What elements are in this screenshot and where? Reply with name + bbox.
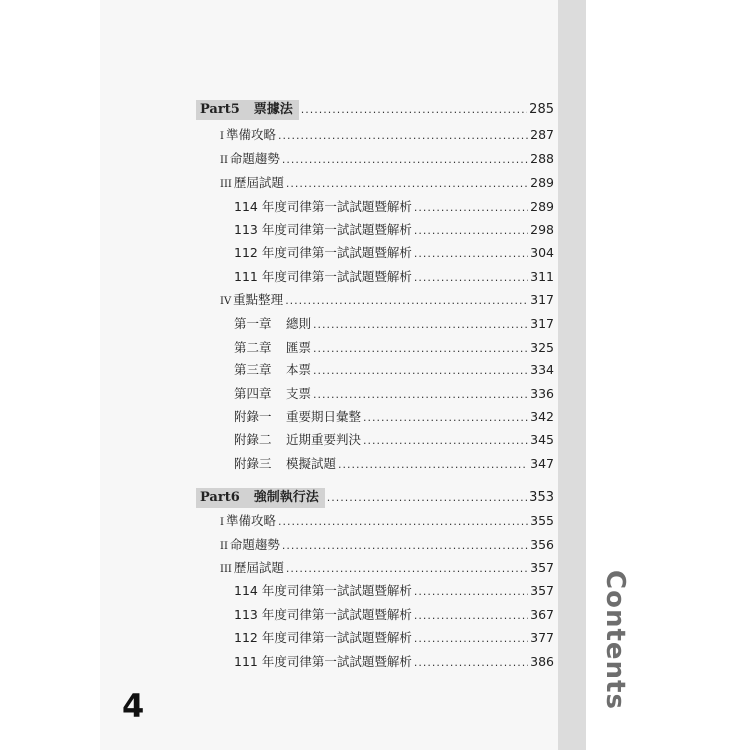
toc-dot-leader	[414, 653, 528, 673]
toc-page-number: 285	[529, 102, 554, 117]
toc-page-number: 336	[530, 386, 554, 401]
toc-section-numeral: III	[220, 564, 232, 575]
toc-entry-label	[234, 384, 311, 404]
toc-page-number: 357	[530, 583, 554, 598]
toc-part-number: Part6	[200, 490, 240, 505]
toc-entry[interactable]	[220, 558, 554, 578]
toc-section-numeral: I	[220, 131, 224, 142]
toc-entry-title: 111 年度司律第一試試題暨解析	[234, 269, 412, 284]
toc-entry-title: 112 年度司律第一試試題暨解析	[234, 630, 412, 645]
toc-chapter-label: 第二章	[234, 340, 272, 355]
toc-entry-label	[220, 125, 276, 147]
toc-dot-leader	[363, 408, 528, 428]
toc-entry[interactable]	[234, 197, 554, 217]
toc-page-number: 287	[530, 127, 554, 142]
contents-side-label	[590, 570, 630, 710]
toc-chapter-label: 第三章	[234, 362, 272, 377]
toc-entry-label	[220, 511, 276, 533]
toc-page-number: 298	[530, 222, 554, 237]
toc-dot-leader	[327, 488, 527, 508]
toc-entry-title: 命題趨勢	[229, 151, 280, 166]
toc-page-number: 325	[530, 340, 554, 355]
toc-entry[interactable]	[234, 652, 554, 672]
toc-page-number: 353	[529, 490, 554, 505]
toc-entry-title: 112 年度司律第一試試題暨解析	[234, 245, 412, 260]
toc-chapter-label: 第四章	[234, 386, 272, 401]
toc-entry[interactable]	[234, 243, 554, 263]
toc-page-number: 356	[530, 537, 554, 552]
toc-entry-title: 114 年度司律第一試試題暨解析	[234, 583, 412, 598]
toc-page-number: 377	[530, 630, 554, 645]
toc-entry-title: 本票	[286, 362, 312, 377]
toc-entry-title: 113 年度司律第一試試題暨解析	[234, 607, 412, 622]
toc-dot-leader	[313, 339, 528, 359]
toc-dot-leader	[282, 150, 528, 170]
toc-entry-title: 歷屆試題	[233, 560, 284, 575]
toc-part-entry[interactable]	[196, 100, 554, 120]
toc-entry-title: 支票	[286, 386, 312, 401]
toc-entry[interactable]	[234, 454, 554, 474]
toc-entry[interactable]	[234, 360, 554, 380]
toc-entry[interactable]	[234, 430, 554, 450]
toc-page-number: 345	[530, 432, 554, 447]
toc-dot-leader	[414, 606, 528, 626]
toc-entry-title: 模擬試題	[286, 456, 337, 471]
toc-dot-leader	[414, 268, 528, 288]
toc-chapter-label: 第一章	[234, 316, 272, 331]
toc-entry[interactable]	[234, 628, 554, 648]
toc-dot-leader	[286, 559, 528, 579]
toc-section-numeral: IV	[220, 296, 232, 307]
page-number: 4	[122, 687, 145, 725]
toc-entry[interactable]	[220, 173, 554, 193]
toc-part-title: 強制執行法	[253, 490, 319, 505]
toc-entry-label	[234, 581, 412, 601]
toc-entry-title: 匯票	[286, 340, 312, 355]
toc-page-number: 386	[530, 654, 554, 669]
toc-entry[interactable]	[220, 535, 554, 555]
toc-dot-leader	[414, 221, 528, 241]
toc-dot-leader	[313, 385, 528, 405]
toc-entry-label	[220, 558, 284, 580]
toc-dot-leader	[301, 100, 527, 120]
toc-entry-title: 準備攻略	[225, 513, 276, 528]
toc-entry-label	[234, 605, 412, 625]
toc-entry-label	[220, 535, 280, 557]
toc-dot-leader	[414, 244, 528, 264]
side-strip	[558, 0, 586, 750]
toc-dot-leader	[278, 512, 528, 532]
toc-entry-label	[196, 100, 299, 120]
toc-entry-label	[234, 652, 412, 672]
toc-entry-title: 命題趨勢	[229, 537, 280, 552]
toc-chapter-label: 附錄二	[234, 432, 272, 447]
toc-part-title: 票據法	[253, 102, 293, 117]
toc-entry[interactable]	[234, 267, 554, 287]
toc-dot-leader	[414, 198, 528, 218]
toc-dot-leader	[414, 629, 528, 649]
toc-entry-title: 重點整理	[233, 292, 284, 307]
toc-entry-title: 111 年度司律第一試試題暨解析	[234, 654, 412, 669]
toc-section-numeral: III	[220, 179, 232, 190]
toc-page-number: 355	[530, 513, 554, 528]
toc-section-numeral: I	[220, 517, 224, 528]
contents-label-text: Contents	[600, 570, 630, 710]
toc-entry[interactable]	[234, 314, 554, 334]
toc-entry-label	[220, 173, 284, 195]
toc-entry-label	[234, 430, 361, 450]
toc-chapter-label: 附錄一	[234, 409, 272, 424]
toc-entry-title: 重要期日彙整	[286, 409, 362, 424]
toc-dot-leader	[313, 315, 528, 335]
toc-entry-label	[234, 243, 412, 263]
toc-chapter-label: 附錄三	[234, 456, 272, 471]
toc-entry-label	[234, 454, 336, 474]
toc-dot-leader	[286, 174, 528, 194]
toc-dot-leader	[313, 361, 528, 381]
toc-part-entry[interactable]	[196, 488, 554, 508]
toc-entry-label	[234, 360, 311, 380]
toc-entry-label	[220, 149, 280, 171]
toc-dot-leader	[414, 582, 528, 602]
toc-entry[interactable]	[234, 384, 554, 404]
toc-entry-label	[220, 290, 283, 312]
toc-page-number: 289	[530, 199, 554, 214]
toc-dot-leader	[285, 291, 528, 311]
toc-page-number: 289	[530, 175, 554, 190]
toc-entry[interactable]	[234, 338, 554, 358]
toc-page-number: 367	[530, 607, 554, 622]
toc-page-number: 357	[530, 560, 554, 575]
toc-entry-label	[234, 314, 311, 334]
toc-page-number: 317	[530, 316, 554, 331]
toc-entry-label	[234, 197, 412, 217]
toc-entry-label	[234, 267, 412, 287]
toc-section-numeral: II	[220, 155, 228, 166]
toc-dot-leader	[278, 126, 528, 146]
toc-page-number: 311	[530, 269, 554, 284]
toc-entry-label	[234, 628, 412, 648]
toc-entry-title: 114 年度司律第一試試題暨解析	[234, 199, 412, 214]
toc-part-number: Part5	[200, 102, 240, 117]
toc-page-number: 342	[530, 409, 554, 424]
toc-page-number: 304	[530, 245, 554, 260]
toc-dot-leader	[282, 536, 528, 556]
toc-entry[interactable]	[234, 407, 554, 427]
toc-entry[interactable]	[220, 290, 554, 310]
toc-entry-title: 近期重要判決	[286, 432, 362, 447]
toc-page-number: 347	[530, 456, 554, 471]
toc-entry-label	[234, 407, 361, 427]
toc-page-number: 334	[530, 362, 554, 377]
toc-entry-title: 準備攻略	[225, 127, 276, 142]
toc-entry-label	[196, 488, 325, 508]
toc-entry-label	[234, 338, 311, 358]
toc-dot-leader	[338, 455, 528, 475]
toc-entry-title: 總則	[286, 316, 312, 331]
toc-entry[interactable]	[234, 605, 554, 625]
toc-entry[interactable]	[220, 125, 554, 145]
toc-section-numeral: II	[220, 541, 228, 552]
toc-entry[interactable]	[220, 511, 554, 531]
toc-page-number: 288	[530, 151, 554, 166]
toc-entry[interactable]	[220, 149, 554, 169]
toc-entry[interactable]	[234, 581, 554, 601]
toc-dot-leader	[363, 431, 528, 451]
toc-entry-title: 113 年度司律第一試試題暨解析	[234, 222, 412, 237]
toc-entry-title: 歷屆試題	[233, 175, 284, 190]
toc-page-number: 317	[530, 292, 554, 307]
toc-entry[interactable]	[234, 220, 554, 240]
toc-entry-label	[234, 220, 412, 240]
